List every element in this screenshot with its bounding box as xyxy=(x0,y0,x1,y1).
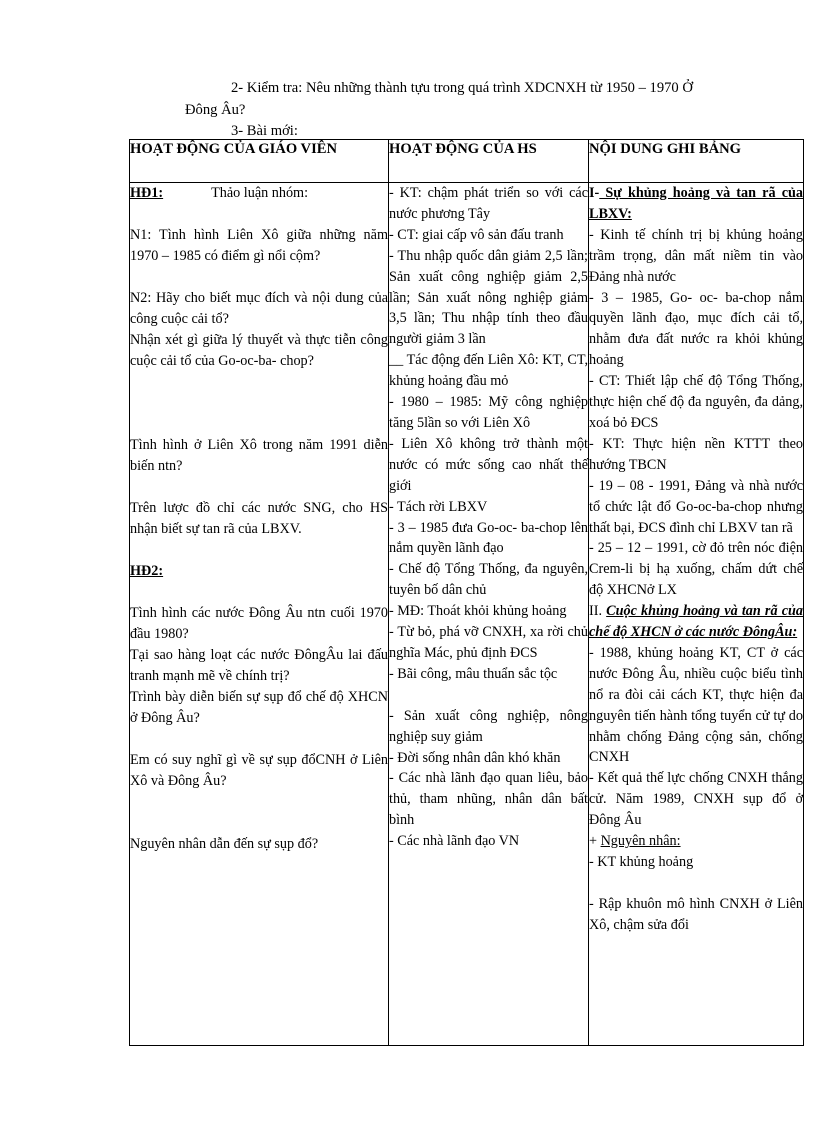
student-item: - Sản xuất công nghiệp, nông nghiệp suy giảm xyxy=(389,707,588,745)
student-item: - 3 – 1985 đưa Go-oc- ba-chop lên nắm quyền lãnh đạo xyxy=(389,519,588,557)
section-2-item: - 1988, khủng hoảng KT, CT ở các nước Đông Âu, nhiều cuộc biểu tình nổ ra đòi cải cách KT, thực hiện đa nguyên tiến hành tổng tuyển cử tự do nhằm chống Đảng cộng sản, chống CNXH xyxy=(589,644,803,766)
hd1-title: Thảo luận nhóm: xyxy=(211,185,309,201)
section-1-item: - 3 – 1985, Go- oc- ba-chop nắm quyền lãnh đạo, mục đích cải tổ, nhằm đưa đất nước ra khỏi khủng hoảng xyxy=(589,289,803,369)
section-1-item: - KT: Thực hiện nền KTTT theo hướng TBCN xyxy=(589,435,803,473)
cause-item: - Rập khuôn mô hình CNXH ở Liên Xô, chậm sửa đổi xyxy=(589,895,803,933)
teacher-question-collapse: Trình bày diễn biến sự sụp đổ chế độ XHCN ở Đông Âu? xyxy=(130,689,388,726)
new-lesson-heading: 3- Bài mới: xyxy=(231,123,298,139)
teacher-question-cause: Nguyên nhân dẫn đến sự sụp đổ? xyxy=(130,836,319,852)
teacher-question-1991: Tình hình ở Liên Xô trong năm 1991 diễn biến ntn? xyxy=(130,437,388,474)
section-1-item: - 25 – 12 – 1991, cờ đỏ trên nóc điện Crem-li bị hạ xuống, chấm dứt chế độ XHCNở LX xyxy=(589,540,803,599)
student-activity-cell xyxy=(389,183,589,1046)
header-student-activity: HOẠT ĐỘNG CỦA HS xyxy=(389,140,589,183)
student-item: - Liên Xô không trở thành một nước có mức sống cao nhất thế giới xyxy=(389,435,588,494)
student-item: - MĐ: Thoát khỏi khủng hoảng xyxy=(389,603,567,620)
check-question-line-2: Đông Âu? xyxy=(185,102,246,118)
hd2-label: HĐ2: xyxy=(130,563,164,579)
student-item: - Tách rời LBXV xyxy=(389,498,488,515)
check-question-line-1: 2- Kiểm tra: Nêu những thành tựu trong quá trình XDCNXH từ 1950 – 1970 Ở xyxy=(231,80,693,96)
board-content-cell xyxy=(589,183,804,1046)
table-header-row xyxy=(130,140,804,183)
cause-item: - KT khủng hoảng xyxy=(589,854,694,870)
section-1-item: - Kinh tế chính trị bị khủng hoảng trầm trọng, dân mất niềm tin vào Đảng nhà nước xyxy=(589,226,803,285)
teacher-activity-cell xyxy=(130,183,389,1046)
teacher-question-n2: N2: Hãy cho biết mục đích và nội dung của công cuộc cải tổ? xyxy=(130,290,388,327)
student-item: - Thu nhập quốc dân giảm 2,5 lần; Sản xuất công nghiệp giảm 2,5 lần; Sản xuất nông nghiệp giảm 3,5 lần; Thu nhập tính theo đầu người giảm 3 lần xyxy=(389,247,588,348)
student-item: - Chế độ Tổng Thống, đa nguyên, tuyên bố dân chủ xyxy=(389,561,588,599)
section-2-item: - Kết quả thế lực chống CNXH thắng cử. Năm 1989, CNXH sụp đổ ở Đông Âu xyxy=(589,770,803,829)
teacher-question-map: Trên lược đồ chỉ các nước SNG, cho HS nhận biết sự tan rã của LBXV. xyxy=(130,500,388,537)
table-body-row xyxy=(130,183,804,1046)
teacher-question-think: Em có suy nghĩ gì về sự sụp đổCNH ở Liên Xô và Đông Âu? xyxy=(130,752,388,789)
teacher-question-n1: N1: Tình hình Liên Xô giữa những năm 1970 – 1985 có điểm gì nổi cộm? xyxy=(130,227,388,264)
student-item: __ Tác động đến Liên Xô: KT, CT, khủng hoảng đầu mỏ xyxy=(389,352,588,390)
teacher-question-struggle: Tại sao hàng loạt các nước ĐôngÂu lai đấu tranh mạnh mẽ về chính trị? xyxy=(130,647,388,684)
section-2-heading: II. Cuộc khủng hoảng và tan rã của chế độ XHCN ở các nước ĐôngÂu: xyxy=(589,603,803,641)
lesson-plan-table xyxy=(129,139,804,1046)
student-item: - Từ bỏ, phá vỡ CNXH, xa rời chủ nghĩa Mác, phủ định ĐCS xyxy=(389,624,588,661)
student-item: - Các nhà lãnh đạo quan liêu, bảo thủ, tham nhũng, nhân dân bất bình xyxy=(389,770,588,829)
student-item: - Bãi công, mâu thuẩn sắc tộc xyxy=(389,665,558,682)
header-teacher-activity: HOẠT ĐỘNG CỦA GIÁO VIÊN xyxy=(130,140,389,183)
student-item: - Các nhà lãnh đạo VN xyxy=(389,833,520,850)
header-board-content: NỘI DUNG GHI BẢNG xyxy=(589,140,804,183)
section-1-item: - 19 – 08 - 1991, Đảng và nhà nước tổ chức lật đổ Go-oc-ba-chop nhưng thất bại, ĐCS đình chỉ LBXV tan rã xyxy=(589,477,803,536)
hd1-label: HĐ1: xyxy=(130,185,164,201)
teacher-question-reform: Nhận xét gì giữa lý thuyết và thực tiễn công cuộc cải tổ của Go-oc-ba- chop? xyxy=(130,332,388,369)
teacher-question-east-europe: Tình hình các nước Đông Âu ntn cuối 1970 đầu 1980? xyxy=(130,605,388,642)
cause-heading: + Nguyên nhân: xyxy=(589,833,681,850)
student-item: - Đời sống nhân dân khó khăn xyxy=(389,749,561,766)
section-1-heading: I- Sự khủng hoảng và tan rã của LBXV: xyxy=(589,185,803,222)
section-1-item: - CT: Thiết lập chế độ Tổng Thống, thực hiện chế độ đa nguyên, đa dảng, xoá bỏ ĐCS xyxy=(589,373,803,431)
student-item: - 1980 – 1985: Mỹ công nghiệp tăng 5lần so với Liên Xô xyxy=(389,394,588,431)
student-item: - CT: giai cấp vô sản đấu tranh xyxy=(389,226,564,243)
student-item: - KT: chậm phát triển so với các nước phương Tây xyxy=(389,185,588,222)
